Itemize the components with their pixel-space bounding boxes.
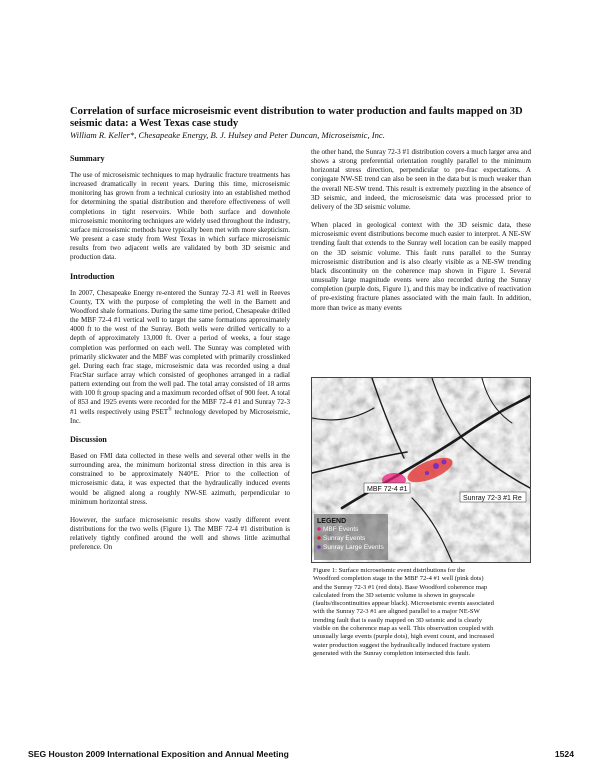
coherence-map [312,378,530,562]
caption-line: Woodford completion stage in the MBF 72-4 #1 well (pink dots) [313,575,484,583]
discussion-heading: Discussion [70,434,107,444]
page-footer [28,749,574,759]
caption-line: generated with the Sunray completion intersected this fault. [313,649,471,657]
caption-line: Figure 1: Surface microseismic event distributions for the [313,567,466,574]
caption-line: and the Sunray 72-3 #1 (red dots). Base Woodford coherence map [313,583,488,591]
summary-paragraph: The use of microseismic techniques to map hydraulic fracture treatments has increased dramatically in recent years. During this time, microseismic monitoring has grown from a technical curiosity into an established method for determining the spatial distribution and therefore effectiveness of well completions in tight reservoirs. While both surface and downhole microseismic monitoring techniques are widely used throughout the industry, surface microseismic methods have typically been met with more skepticism. We present a case study from West Texas in which surface microseismic results from two adjacent wells are validated by both 3D seismic and production data. [70,171,290,262]
discussion-paragraph-2: However, the surface microseismic results show vastly different event distributions for the two wells (Figure 1). The MBF 72-4 #1 distribution is relatively tightly confined around the well and shows little azimuthal preference. On [70,515,290,552]
legend-sunray-events: Sunray Events [323,535,366,542]
sunray-large-event [433,463,439,469]
legend-mbf-swatch [317,527,321,531]
introduction-heading: Introduction [70,271,115,281]
intro-text-1: In 2007, Chesapeake Energy re-entered the Sunray 72-3 #1 well in Reeves County, TX with the purpose of completing the well in the Barnett and Woodford shale formations. During the same time period, Chesapeake drilled the MBF 72-4 #1 vertical well to target the same formations approximately 4000 ft to the west of the Sunray. Both wells were drilled vertically to a depth of approximately 13,000 ft. Over a period of weeks, a four stage completion was performed on each well. The Sunray was completed with primarily slickwater and the MBF was completed with primarily crosslinked gel. During each frac stage, microseismic data was recorded using a dual FracStar surface array which consisted of geophones arranged in a radial pattern extending out from the well pad. The total array consisted of 18 arms with 100 ft group spacing and a maximum recorded offset of 900 feet. A total of 853 and 1925 events were recorded for the MBF 72-4 #1 and Sunray 72-3 #1 wells respectively using PSET [70,288,290,416]
caption-line: visible on the coherence map as well. This observation coupled with [313,625,494,633]
right-paragraph-1: the other hand, the Sunray 72-3 #1 distribution covers a much larger area and shows a strong preferential orientation roughly parallel to the minimum horizontal stress direction, perpendicular to pre-frac expectations. A conjugate NW-SE trend can also be seen in the data but is much weaker than the overall NE-SW trend. This result is extremely puzzling in the absence of 3D seismic, and indeed, the microseismic data was processed prior to delivery of the 3D seismic volume. [311,148,531,211]
page-number: 1524 [554,749,574,759]
legend-sunray-swatch [317,536,321,540]
caption-line: calculated from the 3D seismic volume is shown in grayscale [313,591,475,599]
introduction-paragraph [70,289,290,426]
sunray-large-event [442,460,447,465]
paper-authors: William R. Keller*, Chesapeake Energy, B. J. Hulsey and Peter Duncan, Microseismic, Inc. [70,130,385,140]
right-column [311,148,531,322]
caption-line: with the Sunray 72-3 #1 are aligned parallel to a major NE-SW [313,608,480,616]
figure-caption [313,567,531,658]
legend-sunray-large-swatch [317,545,321,549]
caption-line: trending fault that is easily mapped on 3D seismic and is clearly [313,616,483,624]
legend-mbf-events: MBF Events [323,526,359,533]
legend-sunray-large-events: Sunray Large Events [323,544,384,551]
figure-1 [311,377,531,563]
legend-title: LEGEND [317,518,347,525]
conference-name: SEG Houston 2009 International Exposition and Annual Meeting [28,749,289,759]
discussion-paragraph-1: Based on FMI data collected in these wells and several other wells in the surrounding area, the minimum horizontal stress direction in this area is constrained to be approximately N40°E. Prior to the collection of microseismic data, it was expected that the hydraulically induced events would be aligned along a roughly NW-SE azimuth, perpendicular to minimum horizontal stress. [70,451,290,506]
sunray-large-event [425,471,429,475]
right-paragraph-2: When placed in geological context with the 3D seismic data, these microseismic event distributions become much easier to interpret. A NE-SW trending fault that extends to the Sunray well location can be easily mapped on the 3D seismic volume. This fault runs parallel to the Sunray microseismic distribution and is also clearly visible as a NE-SW trending black discontinuity on the coherence map shown in Figure 1. Several unusually large magnitude events were also recorded during the Sunray completion (purple dots, Figure 1), and this may be indicative of reactivation of pre-existing fracture planes associated with the main fault. In addition, more than twice as many events [311,221,531,312]
sunray-well-label: Sunray 72-3 #1 Re [463,495,522,502]
registered-mark: ® [168,407,172,413]
legend [314,514,388,560]
mbf-well-label: MBF 72-4 #1 [367,486,408,493]
summary-heading: Summary [70,154,105,163]
left-column [70,150,290,561]
paper-title: Correlation of surface microseismic event distribution to water production and faults mapped on 3D seismic data: a West Texas case study [70,106,523,129]
intro-text-2: technology developed by Microseismic, Inc. [70,407,290,425]
caption-line: unusually large events (purple dots), high event count, and increased [313,633,494,641]
caption-line: (faults/discontinuities appear black). Microseismic events associated [313,600,494,608]
caption-line: water production suggest the hydraulically induced fracture system [313,641,491,649]
